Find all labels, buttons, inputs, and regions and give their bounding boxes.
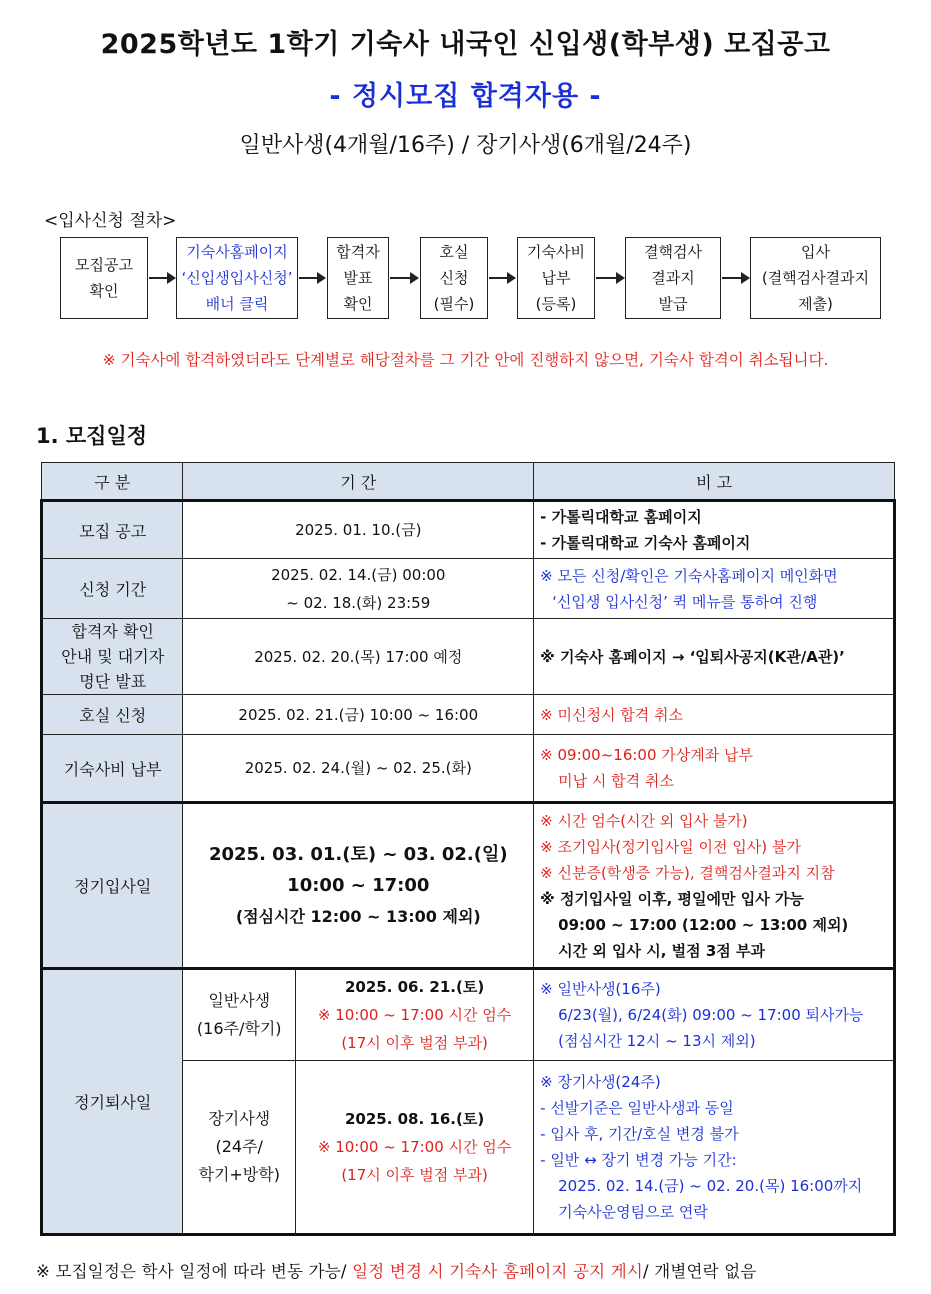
note-line: ※ 시간 엄수(시간 외 입사 불가) (540, 811, 748, 830)
procedure-heading: <입사신청 절차> (44, 211, 177, 231)
row-period (296, 1061, 534, 1235)
arrow-right-icon (390, 277, 417, 279)
row-period: 2025. 02. 20.(목) 17:00 예정 (183, 619, 534, 695)
note-line: - 선발기준은 일반사생과 동일 (540, 1099, 734, 1117)
step-label: 확인 (89, 282, 119, 300)
step-label: 호실 (439, 243, 469, 261)
row-category: 호실 신청 (42, 695, 183, 735)
step-room-apply (420, 237, 488, 319)
subcategory-line: (16주/학기) (196, 1019, 282, 1038)
subcategory-line: 일반사생 (208, 991, 271, 1010)
period-line: 2025. 06. 21.(토) (344, 978, 485, 996)
category-line: 안내 및 대기자 (61, 647, 165, 666)
row-category (42, 619, 183, 695)
category-line: 명단 발표 (79, 672, 147, 691)
step-label: 배너 클릭 (205, 295, 269, 313)
row-period (183, 559, 534, 619)
row-period (183, 803, 534, 969)
row-note: ※ 미신청시 합격 취소 (534, 695, 895, 735)
step-label: 납부 (541, 269, 571, 287)
footer-notice (36, 1258, 757, 1282)
step-label: 발표 (343, 269, 373, 287)
table-row (42, 803, 895, 969)
step-result-check (327, 237, 389, 319)
note-line: 시간 외 입사 시, 벌점 3점 부과 (558, 941, 765, 960)
note-line: ※ 일반사생(16주) (540, 980, 661, 998)
note-line: 09:00 ~ 17:00 (12:00 ~ 13:00 제외) (558, 915, 849, 934)
step-label: 제출) (798, 295, 833, 313)
row-note (534, 501, 895, 559)
page-title: 2025학년도 1학기 기숙사 내국인 신입생(학부생) 모집공고 (100, 29, 831, 60)
row-note (534, 735, 895, 803)
period-line: (17시 이후 벌점 부과) (341, 1034, 488, 1052)
arrow-right-icon (149, 277, 174, 279)
subcategory-line: (24주/ (215, 1137, 263, 1156)
column-header: 구 분 (42, 463, 183, 501)
period-line: (17시 이후 벌점 부과) (341, 1166, 488, 1184)
note-line: - 가톨릭대학교 기숙사 홈페이지 (540, 534, 751, 552)
step-label: 발급 (658, 295, 688, 313)
row-period: 2025. 02. 24.(월) ~ 02. 25.(화) (183, 735, 534, 803)
row-period: 2025. 02. 21.(금) 10:00 ~ 16:00 (183, 695, 534, 735)
row-period (296, 969, 534, 1061)
step-label: (결핵검사결과지 (761, 269, 870, 287)
row-note (534, 559, 895, 619)
step-label: 결핵검사 (644, 243, 702, 261)
step-homepage-banner (176, 237, 298, 319)
row-note (534, 969, 895, 1061)
period-line: ~ 02. 18.(화) 23:59 (286, 593, 431, 612)
footer-text: / 개별연락 없음 (643, 1262, 757, 1281)
cancellation-warning: ※ 기숙사에 합격하였더라도 단계별로 해당절차를 그 기간 안에 진행하지 않으면, 기숙사 합격이 취소됩니다. (102, 351, 829, 369)
row-category: 정기입사일 (42, 803, 183, 969)
row-subcategory (183, 1061, 296, 1235)
period-line: ※ 10:00 ~ 17:00 시간 엄수 (317, 1006, 512, 1024)
step-label: (필수) (433, 295, 475, 313)
note-line: 기숙사운영팀으로 연락 (558, 1203, 708, 1221)
step-label: 확인 (343, 295, 373, 313)
step-label: 신청 (439, 269, 469, 287)
note-line: 2025. 02. 14.(금) ~ 02. 20.(목) 16:00까지 (558, 1177, 863, 1195)
step-move-in (750, 237, 881, 319)
step-label: 합격자 (336, 243, 380, 261)
footer-text: ※ 모집일정은 학사 일정에 따라 변동 가능/ (36, 1262, 353, 1281)
step-label: (등록) (535, 295, 577, 313)
step-label: 결과지 (651, 269, 695, 287)
subcategory-line: 장기사생 (208, 1109, 271, 1128)
period-line: 2025. 03. 01.(토) ~ 03. 02.(일) (208, 844, 508, 865)
row-category: 정기퇴사일 (42, 969, 183, 1235)
footer-highlight: 일정 변경 시 기숙사 홈페이지 공지 게시 (352, 1262, 644, 1281)
step-fee-payment (517, 237, 595, 319)
table-row (42, 695, 895, 735)
page-subtitle: - 정시모집 합격자용 - (329, 81, 602, 112)
step-tb-test (625, 237, 721, 319)
note-line: ※ 정기입사일 이후, 평일에만 입사 가능 (540, 889, 804, 908)
row-note: ※ 기숙사 홈페이지 → ‘입퇴사공지(K관/A관)’ (534, 619, 895, 695)
arrow-right-icon (596, 277, 623, 279)
row-subcategory (183, 969, 296, 1061)
period-line: ※ 10:00 ~ 17:00 시간 엄수 (317, 1138, 512, 1156)
row-category: 신청 기간 (42, 559, 183, 619)
category-line: 합격자 확인 (71, 622, 154, 641)
note-line: - 일반 ↔ 장기 변경 가능 기간: (540, 1151, 737, 1169)
table-header-row (42, 463, 895, 501)
note-line: (점심시간 12시 ~ 13시 제외) (558, 1032, 756, 1050)
column-header: 기 간 (183, 463, 534, 501)
table-row (42, 969, 895, 1061)
row-category: 모집 공고 (42, 501, 183, 559)
note-line: 6/23(월), 6/24(화) 09:00 ~ 17:00 퇴사가능 (558, 1006, 864, 1024)
section-heading: 1. 모집일정 (36, 424, 148, 448)
period-line: 2025. 08. 16.(토) (344, 1110, 485, 1128)
note-line: - 가톨릭대학교 홈페이지 (540, 508, 702, 526)
arrow-right-icon (489, 277, 514, 279)
note-line: ※ 모든 신청/확인은 기숙사홈페이지 메인화면 (540, 566, 838, 585)
table-row (42, 501, 895, 559)
step-label: ‘신입생입사신청’ (181, 269, 293, 287)
note-line: ※ 신분증(학생증 가능), 결핵검사결과지 지참 (540, 863, 835, 882)
table-row (42, 619, 895, 695)
step-label: 모집공고 (75, 256, 133, 274)
note-line: ※ 09:00~16:00 가상계좌 납부 (540, 746, 753, 764)
arrow-right-icon (722, 277, 748, 279)
table-row (42, 735, 895, 803)
row-note (534, 1061, 895, 1235)
note-line: 미납 시 합격 취소 (558, 772, 674, 790)
step-label: 기숙사홈페이지 (186, 243, 288, 261)
subcategory-line: 학기+방학) (198, 1165, 280, 1184)
column-header: 비 고 (534, 463, 895, 501)
table-row (42, 559, 895, 619)
row-period: 2025. 01. 10.(금) (183, 501, 534, 559)
note-line: - 입사 후, 기간/호실 변경 불가 (540, 1125, 739, 1143)
schedule-table (40, 462, 896, 1236)
step-notice-check (60, 237, 148, 319)
note-line: ※ 장기사생(24주) (540, 1073, 661, 1091)
note-line: ‘신입생 입사신청’ 퀵 메뉴를 통하여 진행 (552, 592, 818, 611)
period-line: 10:00 ~ 17:00 (287, 875, 430, 896)
row-category: 기숙사비 납부 (42, 735, 183, 803)
period-line: (점심시간 12:00 ~ 13:00 제외) (235, 907, 481, 926)
step-label: 입사 (801, 243, 830, 261)
step-label: 기숙사비 (527, 243, 585, 261)
period-line: 2025. 02. 14.(금) 00:00 (271, 565, 446, 584)
resident-type-line: 일반사생(4개월/16주) / 장기사생(6개월/24주) (239, 133, 692, 158)
note-line: ※ 조기입사(정기입사일 이전 입사) 불가 (540, 837, 801, 856)
arrow-right-icon (299, 277, 324, 279)
row-note (534, 803, 895, 969)
